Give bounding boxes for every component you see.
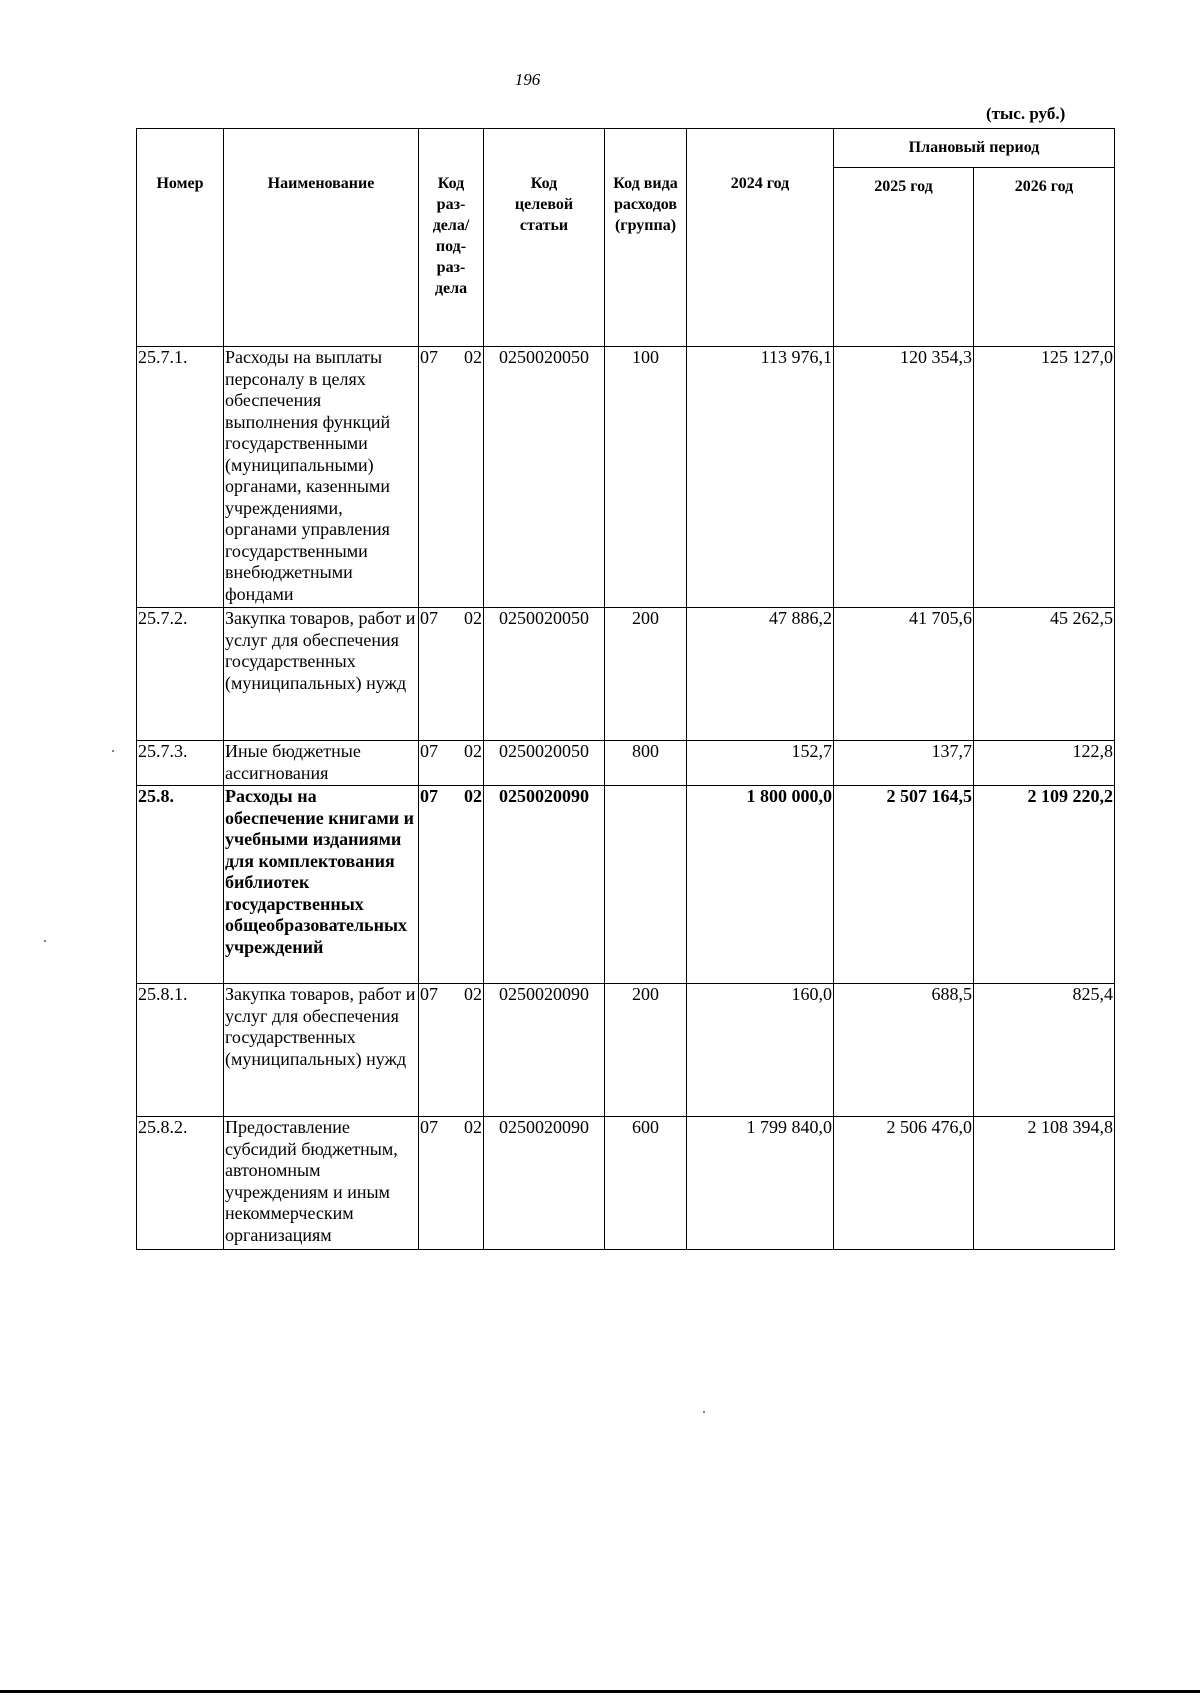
cell-podrazdel: 02 (464, 347, 482, 367)
cell-celevaya-statya: 0250020090 (484, 984, 605, 1117)
cell-podrazdel: 02 (464, 1117, 482, 1137)
table-row (137, 608, 1115, 741)
cell-vid-rashodov: 800 (605, 741, 687, 786)
header-planoviy-period: Плановый период (834, 129, 1115, 168)
cell-celevaya-statya: 0250020050 (484, 608, 605, 741)
cell-amount-2024: 160,0 (687, 984, 834, 1117)
cell-amount-2026: 2 108 394,8 (974, 1117, 1115, 1250)
cell-razdel-podrazdel (419, 741, 484, 786)
cell-naimenovanie: Закупка товаров, работ и услуг для обеспечения государственных (муниципальных) нужд (224, 984, 419, 1117)
cell-amount-2025: 120 354,3 (834, 347, 974, 608)
cell-razdel-podrazdel (419, 1117, 484, 1250)
table-row (137, 786, 1115, 984)
scan-speck (44, 940, 46, 942)
cell-nomer: 25.7.1. (137, 347, 224, 608)
table-row (137, 984, 1115, 1117)
header-year-2024: 2024 год (687, 129, 834, 347)
table-row (137, 741, 1115, 786)
cell-nomer: 25.7.3. (137, 741, 224, 786)
cell-razdel: 07 (420, 347, 438, 367)
scan-speck (703, 1411, 705, 1413)
cell-amount-2026: 45 262,5 (974, 608, 1115, 741)
cell-amount-2024: 47 886,2 (687, 608, 834, 741)
cell-amount-2024: 152,7 (687, 741, 834, 786)
cell-razdel: 07 (420, 786, 438, 806)
header-naimenovanie: Наименование (224, 129, 419, 347)
cell-celevaya-statya: 0250020050 (484, 347, 605, 608)
cell-nomer: 25.8.1. (137, 984, 224, 1117)
cell-podrazdel: 02 (464, 984, 482, 1004)
cell-nomer: 25.8.2. (137, 1117, 224, 1250)
cell-amount-2025: 688,5 (834, 984, 974, 1117)
cell-razdel: 07 (420, 984, 438, 1004)
cell-razdel-podrazdel (419, 786, 484, 984)
cell-razdel-podrazdel (419, 984, 484, 1117)
cell-amount-2026: 122,8 (974, 741, 1115, 786)
table-row (137, 1117, 1115, 1250)
cell-amount-2026: 825,4 (974, 984, 1115, 1117)
cell-amount-2026: 125 127,0 (974, 347, 1115, 608)
cell-amount-2025: 41 705,6 (834, 608, 974, 741)
header-year-2025: 2025 год (834, 168, 974, 347)
cell-naimenovanie: Закупка товаров, работ и услуг для обеспечения государственных (муниципальных) нужд (224, 608, 419, 741)
cell-podrazdel: 02 (464, 741, 482, 761)
cell-amount-2025: 2 507 164,5 (834, 786, 974, 984)
cell-vid-rashodov: 200 (605, 984, 687, 1117)
scan-speck (112, 750, 114, 752)
cell-amount-2024: 113 976,1 (687, 347, 834, 608)
header-kod-celevoy-stati: Код целевой статьи (484, 129, 605, 347)
cell-amount-2025: 2 506 476,0 (834, 1117, 974, 1250)
cell-nomer: 25.8. (137, 786, 224, 984)
cell-naimenovanie: Предоставление субсидий бюджетным, автономным учреждениям и иным некоммерческим организациям (224, 1117, 419, 1250)
cell-nomer: 25.7.2. (137, 608, 224, 741)
budget-table (136, 128, 1115, 1250)
table-body (137, 347, 1115, 1250)
cell-celevaya-statya: 0250020090 (484, 1117, 605, 1250)
units-label: (тыс. руб.) (986, 104, 1066, 123)
scan-edge-line (0, 1690, 1200, 1693)
cell-razdel: 07 (420, 1117, 438, 1137)
table-header (137, 129, 1115, 347)
table-row (137, 347, 1115, 608)
cell-celevaya-statya: 0250020050 (484, 741, 605, 786)
header-year-2026: 2026 год (974, 168, 1115, 347)
header-nomer: Номер (137, 129, 224, 347)
cell-vid-rashodov (605, 786, 687, 984)
cell-razdel: 07 (420, 608, 438, 628)
page-number: 196 (514, 70, 541, 89)
cell-celevaya-statya: 0250020090 (484, 786, 605, 984)
cell-vid-rashodov: 200 (605, 608, 687, 741)
cell-razdel-podrazdel (419, 347, 484, 608)
cell-razdel: 07 (420, 741, 438, 761)
cell-naimenovanie: Расходы на выплаты персоналу в целях обеспечения выполнения функций государственными (муниципальными) органами, казенными учреждениями, органами управления государственными внебюджетными фондами (224, 347, 419, 608)
cell-amount-2024: 1 799 840,0 (687, 1117, 834, 1250)
header-kod-vida-rashodov: Код вида расходов (группа) (605, 129, 687, 347)
cell-vid-rashodov: 100 (605, 347, 687, 608)
header-kod-razdela: Код раз-дела/ под-раз-дела (419, 129, 484, 347)
cell-podrazdel: 02 (464, 786, 482, 806)
cell-podrazdel: 02 (464, 608, 482, 628)
cell-vid-rashodov: 600 (605, 1117, 687, 1250)
cell-amount-2025: 137,7 (834, 741, 974, 786)
cell-naimenovanie: Расходы на обеспечение книгами и учебными изданиями для комплектования библиотек государственных общеобразовательных учреждений (224, 786, 419, 984)
cell-razdel-podrazdel (419, 608, 484, 741)
cell-amount-2026: 2 109 220,2 (974, 786, 1115, 984)
cell-amount-2024: 1 800 000,0 (687, 786, 834, 984)
cell-naimenovanie: Иные бюджетные ассигнования (224, 741, 419, 786)
